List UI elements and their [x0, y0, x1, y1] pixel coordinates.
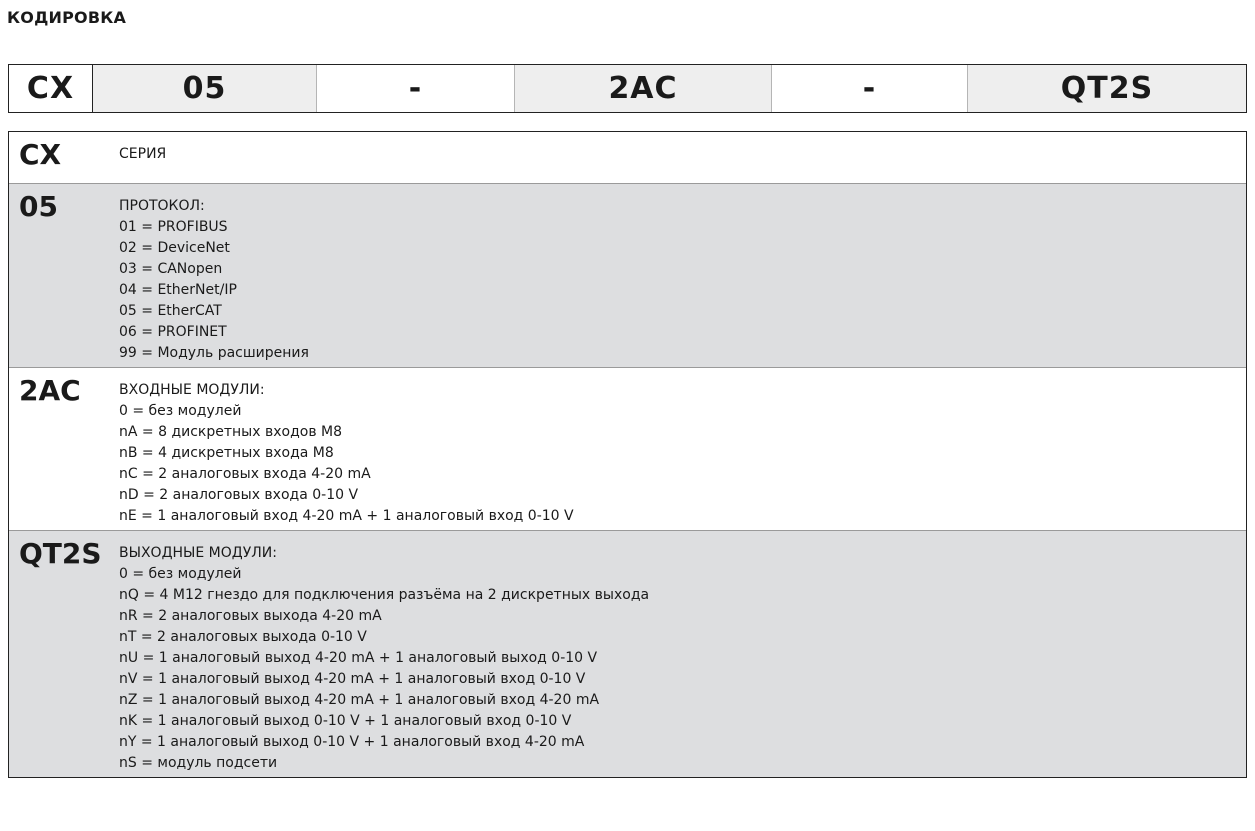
- list-item: nY = 1 аналоговый выход 0-10 V + 1 аналоговый вход 4-20 mA: [119, 734, 585, 750]
- list-item: 02 = DeviceNet: [119, 240, 230, 256]
- row-code: 2AC: [19, 374, 81, 407]
- table-row-input-modules: [9, 368, 1246, 531]
- code-bar-separator: -: [317, 65, 515, 112]
- list-item: 04 = EtherNet/IP: [119, 282, 237, 298]
- list-item: nR = 2 аналоговых выхода 4-20 mA: [119, 608, 382, 624]
- table-row-protocol: [9, 184, 1246, 368]
- row-description: [119, 531, 649, 777]
- code-bar-protocol: 05: [93, 65, 317, 112]
- coding-table: [8, 131, 1247, 778]
- list-item: 0 = без модулей: [119, 566, 242, 582]
- row-code: 05: [19, 190, 58, 223]
- list-item: nE = 1 аналоговый вход 4-20 mA + 1 аналоговый вход 0-10 V: [119, 508, 574, 524]
- code-bar-output-modules: QT2S: [968, 65, 1247, 112]
- code-bar-series: CX: [8, 65, 93, 112]
- list-item: nQ = 4 M12 гнездо для подключения разъёма на 2 дискретных выхода: [119, 587, 650, 603]
- row-code: QT2S: [19, 537, 102, 570]
- list-item: nB = 4 дискретных входа M8: [119, 445, 334, 461]
- list-item: 01 = PROFIBUS: [119, 219, 228, 235]
- row-heading: СЕРИЯ: [119, 146, 167, 162]
- list-item: nU = 1 аналоговый выход 4-20 mA + 1 аналоговый выход 0-10 V: [119, 650, 598, 666]
- list-item: 06 = PROFINET: [119, 324, 227, 340]
- row-description: [119, 132, 166, 183]
- row-heading: ВХОДНЫЕ МОДУЛИ:: [119, 382, 265, 398]
- list-item: nC = 2 аналоговых входа 4-20 mA: [119, 466, 371, 482]
- list-item: nA = 8 дискретных входов M8: [119, 424, 343, 440]
- list-item: 05 = EtherCAT: [119, 303, 222, 319]
- row-heading: ВЫХОДНЫЕ МОДУЛИ:: [119, 545, 277, 561]
- list-item: nS = модуль подсети: [119, 755, 278, 771]
- code-bar: [8, 64, 1247, 113]
- page-title: КОДИРОВКА: [7, 8, 127, 27]
- list-item: nZ = 1 аналоговый выход 4-20 mA + 1 аналоговый вход 4-20 mA: [119, 692, 600, 708]
- list-item: nD = 2 аналоговых входа 0-10 V: [119, 487, 359, 503]
- row-heading: ПРОТОКОЛ:: [119, 198, 205, 214]
- table-row-series: [9, 132, 1246, 184]
- code-bar-separator: -: [772, 65, 968, 112]
- table-row-output-modules: [9, 531, 1246, 777]
- list-item: nV = 1 аналоговый выход 4-20 mA + 1 аналоговый вход 0-10 V: [119, 671, 586, 687]
- code-bar-input-modules: 2AC: [515, 65, 772, 112]
- row-description: [119, 184, 309, 367]
- list-item: nT = 2 аналоговых выхода 0-10 V: [119, 629, 367, 645]
- row-description: [119, 368, 574, 530]
- row-code: CX: [19, 138, 62, 171]
- list-item: 0 = без модулей: [119, 403, 242, 419]
- list-item: nK = 1 аналоговый выход 0-10 V + 1 аналоговый вход 0-10 V: [119, 713, 572, 729]
- list-item: 99 = Модуль расширения: [119, 345, 309, 361]
- list-item: 03 = CANopen: [119, 261, 223, 277]
